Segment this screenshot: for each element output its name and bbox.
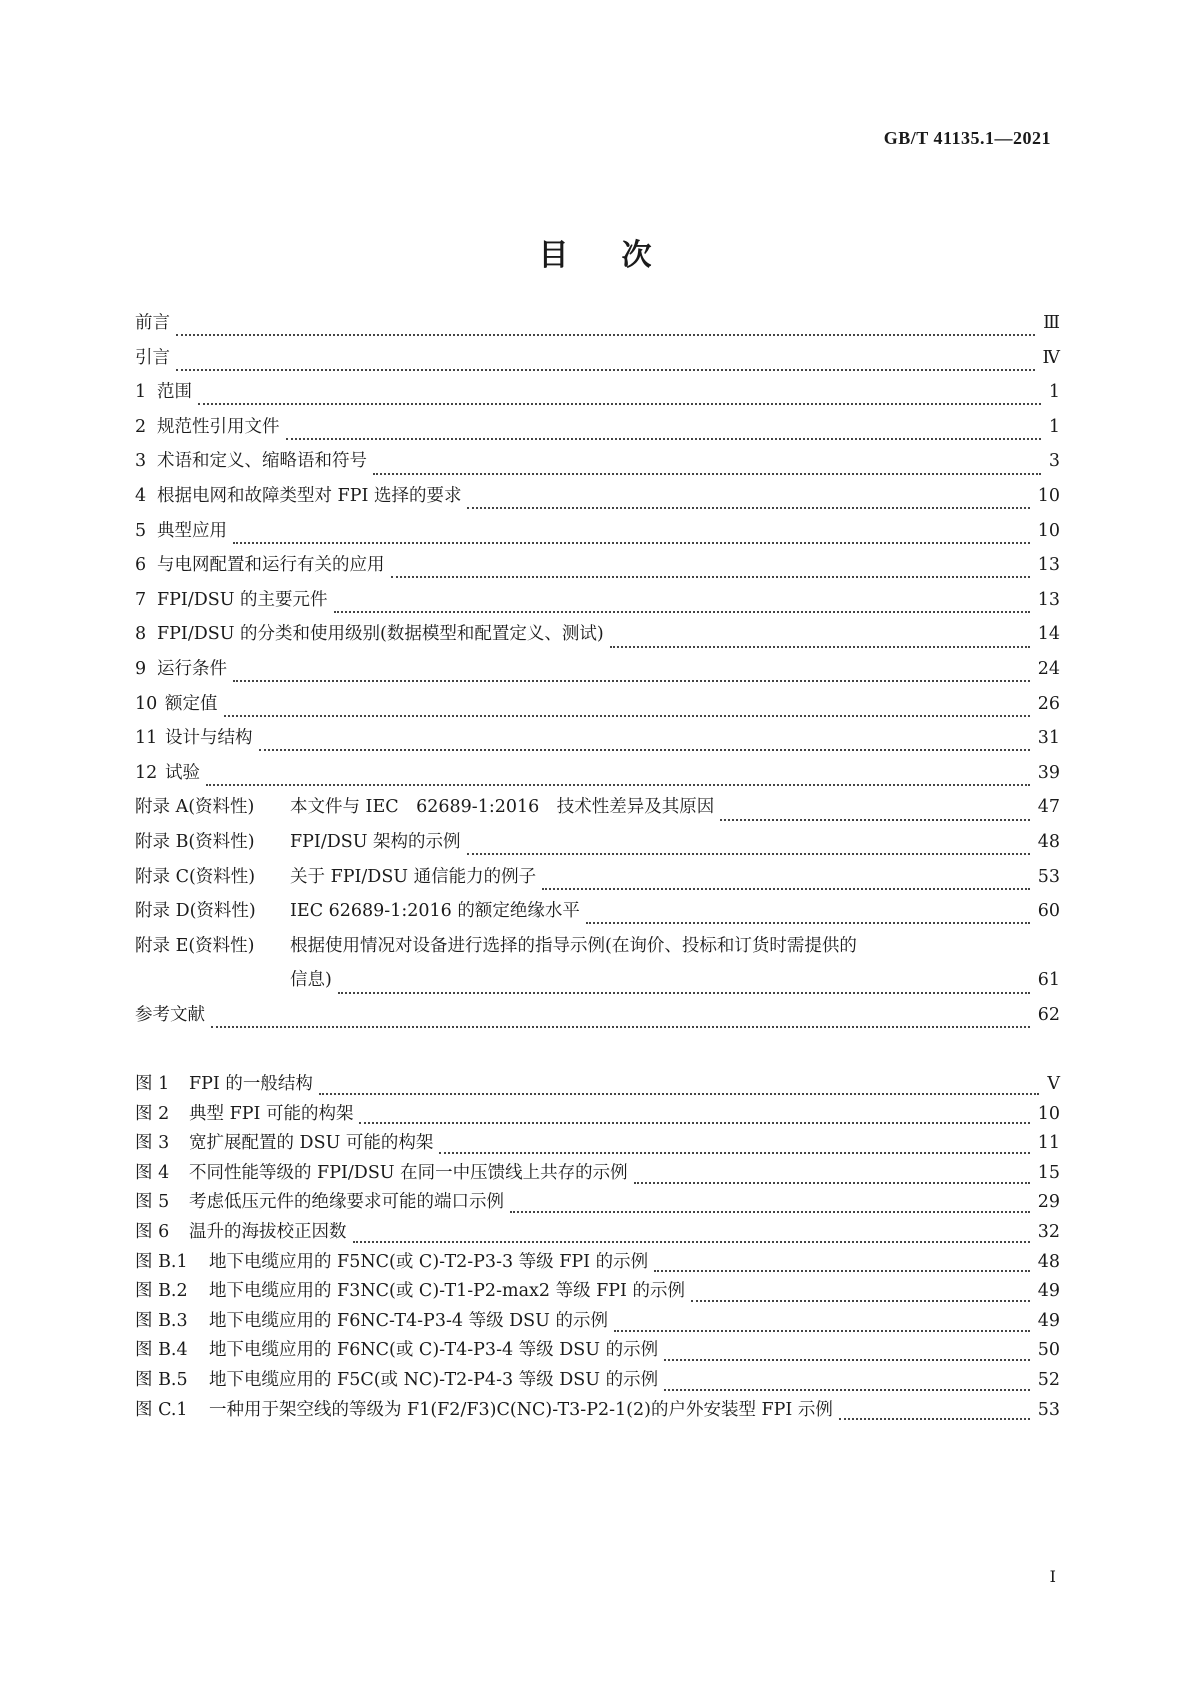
- toc-list: [135, 313, 1060, 1039]
- toc-entry[interactable]: [135, 728, 1060, 763]
- entry-title: FPI/DSU 的主要元件: [157, 589, 328, 610]
- dot-leader: [586, 922, 1030, 924]
- entry-number: 4: [135, 485, 147, 506]
- dot-leader: [691, 1300, 1030, 1302]
- dot-leader: [338, 992, 1030, 994]
- dot-leader: [664, 1359, 1030, 1361]
- dot-leader: [373, 473, 1041, 475]
- dot-leader: [206, 784, 1030, 786]
- entry-number: 附录 A(资料性): [135, 797, 255, 818]
- dot-leader: [176, 369, 1035, 371]
- entry-number: 9: [135, 658, 147, 679]
- entry-title: 一种用于架空线的等级为 F1(F2/F3)C(NC)-T3-P2-1(2)的户外安装型 FPI 示例: [209, 1399, 833, 1420]
- entry-number: 图 B.3: [135, 1310, 188, 1331]
- entry-page-number: 26: [1037, 693, 1060, 714]
- toc-entry[interactable]: [135, 486, 1060, 521]
- entry-title-continued: 信息): [290, 970, 332, 991]
- dot-leader: [439, 1152, 1029, 1154]
- dot-leader: [614, 1330, 1030, 1332]
- figure-entry[interactable]: [135, 1400, 1060, 1430]
- entry-page-number: Ⅴ: [1047, 1074, 1060, 1094]
- figure-entry[interactable]: [135, 1311, 1060, 1341]
- entry-title: IEC 62689-1:2016 的额定绝缘水平: [290, 901, 580, 922]
- entry-title: FPI/DSU 的分类和使用级别(数据模型和配置定义、测试): [157, 624, 604, 645]
- dot-leader: [542, 888, 1030, 890]
- toc-entry-continuation: [135, 970, 1060, 1005]
- entry-title: 前言: [135, 313, 170, 333]
- entry-page-number: 49: [1037, 1281, 1060, 1302]
- toc-entry[interactable]: [135, 659, 1060, 694]
- dot-leader: [334, 611, 1030, 613]
- dot-leader: [353, 1241, 1030, 1243]
- entry-page-number: 10: [1037, 485, 1060, 506]
- entry-title: 范围: [157, 382, 192, 403]
- entry-number: 图 3: [135, 1133, 170, 1154]
- toc-entry[interactable]: [135, 763, 1060, 798]
- entry-page-number: 53: [1037, 1399, 1060, 1420]
- entry-number: 2: [135, 416, 147, 437]
- entry-number: 图 B.1: [135, 1251, 188, 1272]
- toc-entry[interactable]: [135, 521, 1060, 556]
- entry-page-number: 52: [1037, 1369, 1060, 1390]
- entry-title: 参考文献: [135, 1004, 205, 1025]
- toc-entry[interactable]: [135, 313, 1060, 348]
- entry-number: 图 B.4: [135, 1340, 188, 1361]
- figure-entry[interactable]: [135, 1281, 1060, 1311]
- toc-entry[interactable]: [135, 797, 1060, 832]
- entry-number: 10: [135, 693, 158, 714]
- entry-page-number: 39: [1037, 762, 1060, 783]
- figure-entry[interactable]: [135, 1074, 1060, 1104]
- figure-entry[interactable]: [135, 1222, 1060, 1252]
- entry-page-number: 1: [1048, 416, 1060, 437]
- page-number: I: [1049, 1567, 1056, 1586]
- dot-leader: [176, 334, 1035, 336]
- entry-title: 额定值: [165, 693, 218, 714]
- figure-entry[interactable]: [135, 1370, 1060, 1400]
- entry-title: 引言: [135, 347, 170, 368]
- figure-entry[interactable]: [135, 1192, 1060, 1222]
- figure-list: [135, 1074, 1060, 1429]
- toc-entry[interactable]: [135, 901, 1060, 936]
- figure-entry[interactable]: [135, 1133, 1060, 1163]
- dot-leader: [839, 1418, 1030, 1420]
- figure-entry[interactable]: [135, 1340, 1060, 1370]
- entry-number: 11: [135, 728, 158, 749]
- entry-number: 图 1: [135, 1074, 170, 1094]
- entry-title: 运行条件: [157, 658, 227, 679]
- entry-page-number: 29: [1037, 1192, 1060, 1213]
- dot-leader: [467, 853, 1030, 855]
- entry-title: 设计与结构: [165, 728, 253, 749]
- entry-page-number: 10: [1037, 1103, 1060, 1124]
- dot-leader: [359, 1122, 1029, 1124]
- dot-leader: [654, 1270, 1030, 1272]
- dot-leader: [610, 646, 1030, 648]
- entry-number: 图 B.2: [135, 1281, 188, 1302]
- entry-page-number: 3: [1048, 451, 1060, 472]
- entry-page-number: Ⅳ: [1042, 347, 1060, 368]
- toc-entry[interactable]: [135, 348, 1060, 383]
- entry-number: 附录 B(资料性): [135, 831, 255, 852]
- dot-leader: [286, 438, 1041, 440]
- entry-page-number: 14: [1037, 624, 1060, 645]
- entry-title: 根据电网和故障类型对 FPI 选择的要求: [157, 485, 462, 506]
- entry-page-number: Ⅲ: [1043, 313, 1060, 333]
- entry-title: 本文件与 IEC 62689-1:2016 技术性差异及其原因: [290, 797, 715, 818]
- dot-leader: [259, 749, 1030, 751]
- standard-code: GB/T 41135.1—2021: [883, 128, 1051, 148]
- entry-page-number: 11: [1037, 1133, 1060, 1154]
- entry-number: 1: [135, 382, 147, 403]
- toc-entry-bibliography[interactable]: [135, 1005, 1060, 1040]
- entry-title: 地下电缆应用的 F6NC(或 C)-T4-P3-4 等级 DSU 的示例: [209, 1340, 659, 1361]
- entry-number: 7: [135, 589, 147, 610]
- entry-page-number: 50: [1037, 1340, 1060, 1361]
- entry-page-number: 61: [1037, 970, 1060, 991]
- dot-leader: [233, 542, 1030, 544]
- entry-number: 8: [135, 624, 147, 645]
- dot-leader: [198, 403, 1041, 405]
- entry-page-number: 1: [1048, 382, 1060, 403]
- toc-entry[interactable]: [135, 382, 1060, 417]
- toc-entry[interactable]: [135, 590, 1060, 625]
- entry-title: 温升的海拔校正因数: [189, 1221, 347, 1242]
- entry-page-number: 31: [1037, 728, 1060, 749]
- dot-leader: [211, 1026, 1030, 1028]
- dot-leader: [720, 819, 1029, 821]
- dot-leader: [664, 1389, 1030, 1391]
- entry-title: 根据使用情况对设备进行选择的指导示例(在询价、投标和订货时需提供的: [290, 935, 857, 956]
- entry-page-number: 49: [1037, 1310, 1060, 1331]
- entry-page-number: 13: [1037, 555, 1060, 576]
- entry-number: 6: [135, 555, 147, 576]
- entry-title: 宽扩展配置的 DSU 可能的构架: [189, 1133, 434, 1154]
- entry-number: 图 6: [135, 1221, 170, 1242]
- figure-entry[interactable]: [135, 1252, 1060, 1282]
- dot-leader: [467, 507, 1029, 509]
- entry-page-number: 48: [1037, 831, 1060, 852]
- dot-leader: [391, 576, 1030, 578]
- entry-title: 关于 FPI/DSU 通信能力的例子: [290, 866, 537, 887]
- figure-entry[interactable]: [135, 1163, 1060, 1193]
- entry-title: 不同性能等级的 FPI/DSU 在同一中压馈线上共存的示例: [189, 1162, 628, 1183]
- entry-number: 图 2: [135, 1103, 170, 1124]
- entry-page-number: 48: [1037, 1251, 1060, 1272]
- entry-number: 图 B.5: [135, 1369, 188, 1390]
- entry-number: 附录 E(资料性): [135, 935, 255, 956]
- entry-number: 图 4: [135, 1162, 170, 1183]
- toc-entry[interactable]: [135, 624, 1060, 659]
- entry-title: 地下电缆应用的 F6NC-T4-P3-4 等级 DSU 的示例: [209, 1310, 608, 1331]
- dot-leader: [233, 680, 1030, 682]
- entry-number: 附录 C(资料性): [135, 866, 256, 887]
- entry-title: FPI 的一般结构: [189, 1074, 313, 1094]
- entry-title: 地下电缆应用的 F5NC(或 C)-T2-P3-3 等级 FPI 的示例: [209, 1251, 649, 1272]
- toc-entry[interactable]: [135, 417, 1060, 452]
- entry-title: 考虑低压元件的绝缘要求可能的端口示例: [189, 1192, 504, 1213]
- toc-entry[interactable]: [135, 694, 1060, 729]
- toc-title: [0, 230, 1191, 274]
- entry-title: 术语和定义、缩略语和符号: [157, 451, 367, 472]
- toc-entry[interactable]: [135, 867, 1060, 902]
- entry-page-number: 13: [1037, 589, 1060, 610]
- entry-page-number: 15: [1037, 1162, 1060, 1183]
- dot-leader: [224, 715, 1030, 717]
- entry-title: FPI/DSU 架构的示例: [290, 831, 461, 852]
- toc-entry[interactable]: [135, 832, 1060, 867]
- entry-page-number: 53: [1037, 866, 1060, 887]
- entry-title: 典型应用: [157, 520, 227, 541]
- dot-leader: [319, 1093, 1039, 1095]
- entry-title: 地下电缆应用的 F5C(或 NC)-T2-P4-3 等级 DSU 的示例: [209, 1369, 659, 1390]
- entry-page-number: 62: [1037, 1004, 1060, 1025]
- entry-title: 地下电缆应用的 F3NC(或 C)-T1-P2-max2 等级 FPI 的示例: [209, 1281, 686, 1302]
- toc-entry[interactable]: [135, 451, 1060, 486]
- entry-page-number: 10: [1037, 520, 1060, 541]
- dot-leader: [634, 1182, 1030, 1184]
- entry-title: 试验: [165, 762, 200, 783]
- entry-page-number: 60: [1037, 901, 1060, 922]
- entry-page-number: 24: [1037, 658, 1060, 679]
- entry-title: 典型 FPI 可能的构架: [189, 1103, 354, 1124]
- entry-page-number: 47: [1037, 797, 1060, 818]
- dot-leader: [510, 1211, 1030, 1213]
- entry-number: 5: [135, 520, 147, 541]
- toc-title-left: 目: [538, 238, 570, 273]
- entry-number: 图 5: [135, 1192, 170, 1213]
- entry-title: 与电网配置和运行有关的应用: [157, 555, 385, 576]
- entry-number: 附录 D(资料性): [135, 901, 256, 922]
- toc-entry-annex-e[interactable]: [135, 936, 1060, 1005]
- entry-number: 12: [135, 762, 158, 783]
- entry-number: 3: [135, 451, 147, 472]
- figure-entry[interactable]: [135, 1104, 1060, 1134]
- toc-entry[interactable]: [135, 555, 1060, 590]
- entry-page-number: 32: [1037, 1221, 1060, 1242]
- toc-title-right: 次: [621, 238, 653, 273]
- entry-number: 图 C.1: [135, 1399, 188, 1420]
- entry-title: 规范性引用文件: [157, 416, 280, 437]
